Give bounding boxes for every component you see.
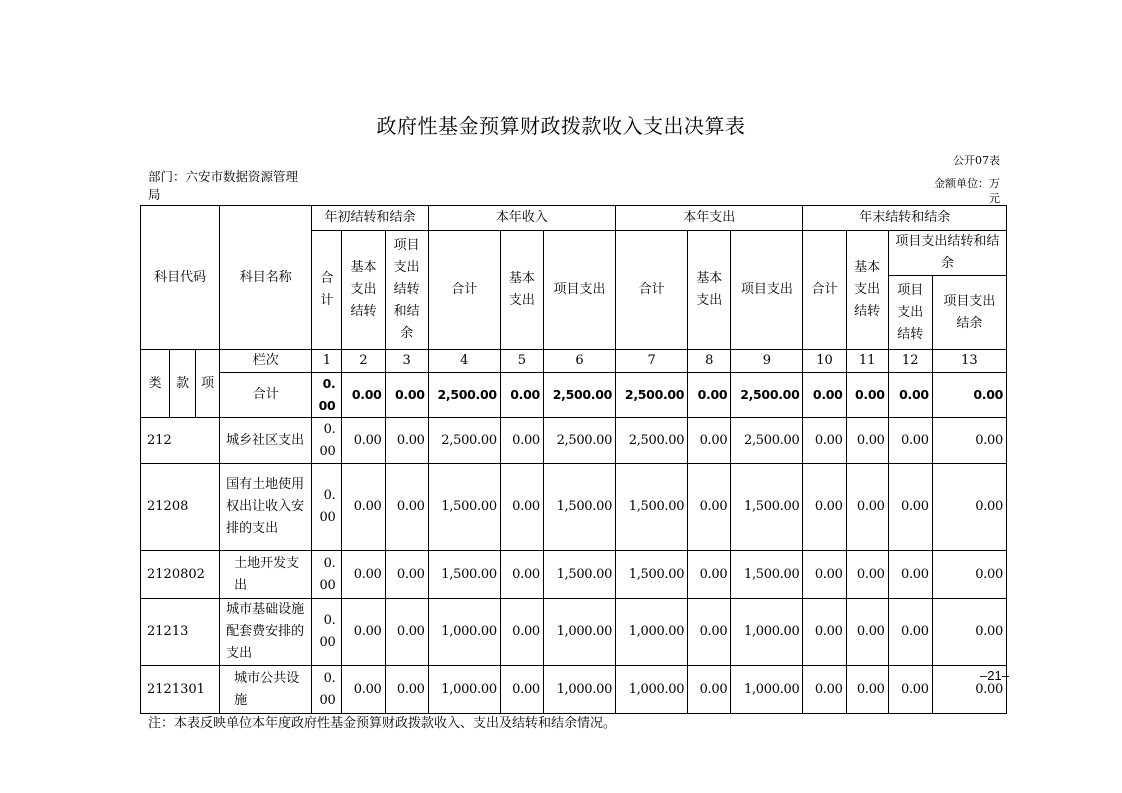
header-group-begin: 年初结转和结余 — [312, 206, 428, 231]
total-value: 0.00 — [688, 373, 731, 418]
budget-table — [140, 205, 1007, 714]
row-value: 0.00 — [846, 551, 888, 599]
col-number: 5 — [500, 350, 543, 373]
row-value: 0.00 — [846, 666, 888, 714]
row-value: 0.00 — [803, 418, 846, 464]
row-value: 1,500.00 — [428, 551, 500, 599]
row-value: 0.00 — [803, 464, 846, 551]
col-number: 10 — [803, 350, 846, 373]
row-value: 0.00 — [932, 551, 1006, 599]
footnote: 注：本表反映单位本年度政府性基金预算财政拨款收入、支出及结转和结余情况。 — [148, 716, 617, 731]
header-income-basic: 基本支出 — [500, 231, 543, 350]
row-value: 2,500.00 — [616, 418, 688, 464]
row-value: 0.00 — [846, 464, 888, 551]
page-title: 政府性基金预算财政拨款收入支出决算表 — [376, 114, 746, 138]
amount-unit-label: 金额单位：万元 — [934, 177, 1000, 205]
total-value: 0.00 — [342, 373, 385, 418]
row-value: 0.00 — [385, 599, 428, 666]
department-label: 部门：六安市数据资源管理局 — [148, 169, 299, 202]
row-value: 1,000.00 — [731, 666, 803, 714]
row-value: 1,500.00 — [731, 551, 803, 599]
row-value: 1,000.00 — [428, 599, 500, 666]
row-value: 2,500.00 — [731, 418, 803, 464]
row-value: 0.00 — [932, 464, 1006, 551]
total-value: 0.00 — [385, 373, 428, 418]
header-lanci: 栏次 — [220, 350, 312, 373]
row-value: 0.00 — [312, 551, 342, 599]
table-row — [141, 464, 1007, 551]
col-number: 9 — [731, 350, 803, 373]
col-number: 11 — [846, 350, 888, 373]
row-value: 1,500.00 — [543, 464, 615, 551]
header-expense-basic: 基本支出 — [688, 231, 731, 350]
header-group-expense: 本年支出 — [616, 206, 803, 231]
header-income-project: 项目支出 — [543, 231, 615, 350]
total-value: 0.00 — [500, 373, 543, 418]
row-name: 城市基础设施配套费安排的支出 — [220, 599, 312, 666]
row-value: 0.00 — [500, 464, 543, 551]
row-name: 国有土地使用权出让收入安排的支出 — [220, 464, 312, 551]
total-value: 0.00 — [888, 373, 932, 418]
table-row — [141, 599, 1007, 666]
row-value: 1,000.00 — [616, 666, 688, 714]
total-value: 2,500.00 — [428, 373, 500, 418]
row-value: 0.00 — [342, 599, 385, 666]
row-value: 0.00 — [888, 551, 932, 599]
row-value: 0.00 — [888, 464, 932, 551]
row-value: 1,500.00 — [616, 464, 688, 551]
form-number: 公开07表 — [953, 154, 1000, 167]
header-lei: 类 — [141, 350, 170, 418]
row-code: 2120802 — [141, 551, 220, 599]
row-value: 1,500.00 — [543, 551, 615, 599]
total-value: 2,500.00 — [543, 373, 615, 418]
total-value: 2,500.00 — [731, 373, 803, 418]
col-number: 3 — [385, 350, 428, 373]
header-group-income: 本年收入 — [428, 206, 615, 231]
row-value: 0.00 — [385, 464, 428, 551]
row-value: 0.00 — [888, 666, 932, 714]
row-value: 0.00 — [342, 551, 385, 599]
row-code: 21213 — [141, 599, 220, 666]
row-value: 0.00 — [932, 418, 1006, 464]
row-value: 1,000.00 — [616, 599, 688, 666]
col-number: 7 — [616, 350, 688, 373]
header-name: 科目名称 — [220, 206, 312, 350]
header-begin-project: 项目支出结转和结余 — [385, 231, 428, 350]
header-end-basic: 基本支出结转 — [846, 231, 888, 350]
row-value: 0.00 — [500, 599, 543, 666]
row-value: 0.00 — [846, 599, 888, 666]
row-value: 0.00 — [688, 418, 731, 464]
table-row — [141, 666, 1007, 714]
header-end-project-balance: 项目支出结余 — [932, 276, 1006, 350]
row-value: 0.00 — [385, 666, 428, 714]
row-value: 0.00 — [888, 418, 932, 464]
row-name: 城乡社区支出 — [220, 418, 312, 464]
row-value: 0.00 — [312, 418, 342, 464]
row-value: 1,500.00 — [616, 551, 688, 599]
row-value: 0.00 — [803, 551, 846, 599]
header-expense-total: 合计 — [616, 231, 688, 350]
header-begin-basic: 基本支出结转 — [342, 231, 385, 350]
col-number: 4 — [428, 350, 500, 373]
row-value: 1,500.00 — [731, 464, 803, 551]
row-value: 0.00 — [688, 464, 731, 551]
row-code: 21208 — [141, 464, 220, 551]
row-value: 1,000.00 — [543, 599, 615, 666]
row-value: 0.00 — [342, 464, 385, 551]
row-value: 0.00 — [803, 599, 846, 666]
page-number: –21– — [980, 668, 1009, 683]
row-value: 0.00 — [688, 599, 731, 666]
col-number: 2 — [342, 350, 385, 373]
row-value: 0.00 — [500, 418, 543, 464]
total-value: 0.00 — [846, 373, 888, 418]
row-value: 1,000.00 — [731, 599, 803, 666]
header-kuan: 款 — [170, 350, 196, 418]
total-value: 0.00 — [803, 373, 846, 418]
row-value: 0.00 — [312, 464, 342, 551]
row-value: 1,000.00 — [543, 666, 615, 714]
total-value: 2,500.00 — [616, 373, 688, 418]
header-end-project-group: 项目支出结转和结余 — [888, 231, 1006, 276]
row-name: 土地开发支出 — [220, 551, 312, 599]
row-value: 0.00 — [342, 418, 385, 464]
col-number: 6 — [543, 350, 615, 373]
row-value: 0.00 — [312, 599, 342, 666]
row-code: 2121301 — [141, 666, 220, 714]
header-begin-total: 合计 — [312, 231, 342, 350]
total-label: 合计 — [220, 373, 312, 418]
table-row — [141, 418, 1007, 464]
header-xiang: 项 — [196, 350, 220, 418]
row-value: 0.00 — [932, 599, 1006, 666]
col-number: 12 — [888, 350, 932, 373]
row-value: 0.00 — [688, 551, 731, 599]
row-value: 1,500.00 — [428, 464, 500, 551]
row-value: 0.00 — [342, 666, 385, 714]
header-code: 科目代码 — [141, 206, 220, 350]
row-value: 0.00 — [846, 418, 888, 464]
row-value: 1,000.00 — [428, 666, 500, 714]
col-number: 1 — [312, 350, 342, 373]
table-row — [141, 551, 1007, 599]
row-value: 2,500.00 — [543, 418, 615, 464]
row-value: 0.00 — [932, 666, 1006, 714]
row-value: 0.00 — [385, 418, 428, 464]
total-row — [141, 373, 1007, 418]
header-end-total: 合计 — [803, 231, 846, 350]
header-expense-project: 项目支出 — [731, 231, 803, 350]
row-value: 0.00 — [803, 666, 846, 714]
row-code: 212 — [141, 418, 220, 464]
row-name: 城市公共设施 — [220, 666, 312, 714]
header-income-total: 合计 — [428, 231, 500, 350]
row-value: 0.00 — [500, 551, 543, 599]
col-number: 13 — [932, 350, 1006, 373]
total-value: 0.00 — [932, 373, 1006, 418]
row-value: 0.00 — [385, 551, 428, 599]
row-value: 0.00 — [688, 666, 731, 714]
row-value: 0.00 — [312, 666, 342, 714]
header-end-project-carry: 项目支出结转 — [888, 276, 932, 350]
header-group-end: 年末结转和结余 — [803, 206, 1007, 231]
col-number: 8 — [688, 350, 731, 373]
row-value: 0.00 — [500, 666, 543, 714]
row-value: 2,500.00 — [428, 418, 500, 464]
row-value: 0.00 — [888, 599, 932, 666]
total-value: 0.00 — [312, 373, 342, 418]
